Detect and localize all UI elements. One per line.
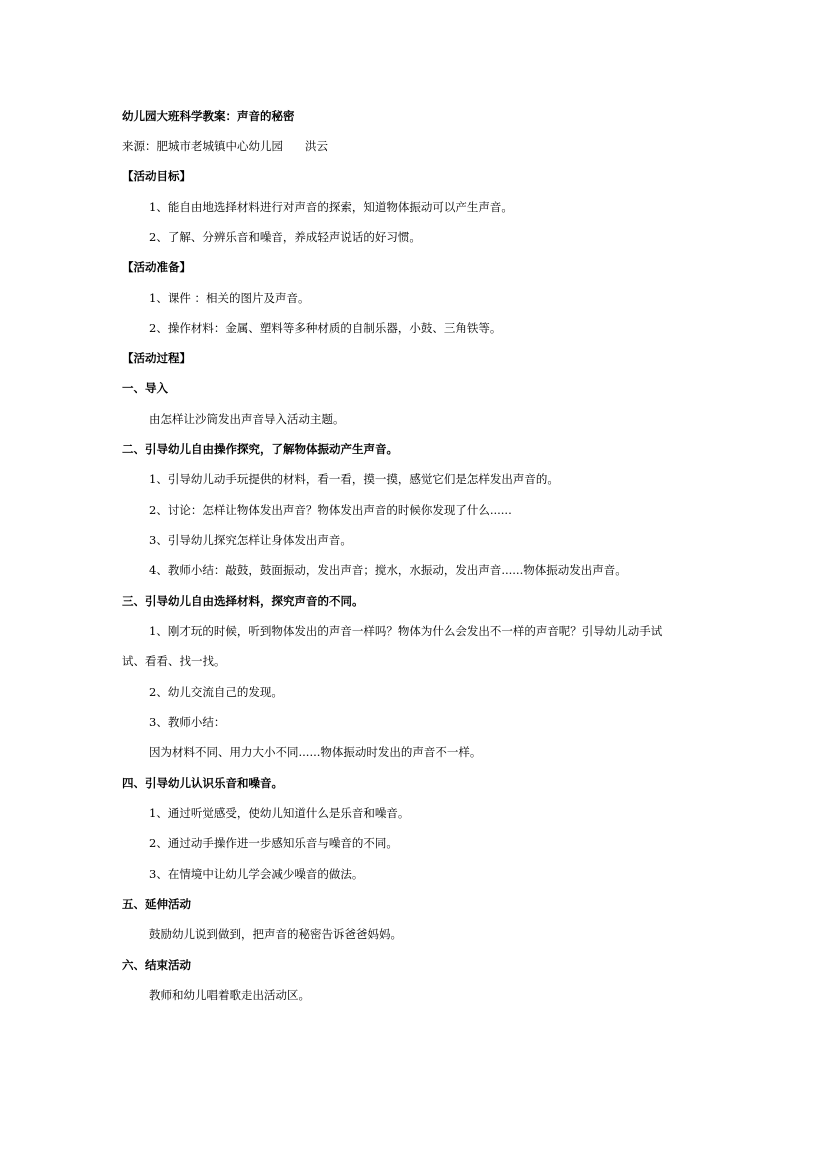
step-heading-3: 三、引导幼儿自由选择材料，探究声音的不同。: [122, 594, 364, 608]
section-heading-process: 【活动过程】: [122, 351, 191, 365]
step-item: 由怎样让沙筒发出声音导入活动主题。: [149, 412, 345, 426]
step-item: 2、讨论：怎样让物体发出声音？物体发出声音的时候你发现了什么......: [149, 503, 512, 517]
step-heading-6: 六、结束活动: [122, 958, 191, 972]
step-heading-2: 二、引导幼儿自由操作探究，了解物体振动产生声音。: [122, 442, 398, 456]
goal-item: 1、能自由地选择材料进行对声音的探索，知道物体振动可以产生声音。: [149, 200, 513, 214]
step-item: 3、在情境中让幼儿学会减少噪音的做法。: [149, 867, 364, 881]
step-heading-4: 四、引导幼儿认识乐音和噪音。: [122, 776, 283, 790]
step-item: 2、通过动手操作进一步感知乐音与噪音的不同。: [149, 836, 398, 850]
goal-item: 2、了解、分辨乐音和噪音，养成轻声说话的好习惯。: [149, 230, 421, 244]
step-item: 因为材料不同、用力大小不同......物体振动时发出的声音不一样。: [149, 745, 482, 759]
document-title: 幼儿园大班科学教案：声音的秘密: [122, 109, 295, 123]
source-line: [122, 138, 328, 154]
step-item: 4、教师小结：敲鼓，鼓面振动，发出声音；搅水，水振动，发出声音......物体振动发出声音。: [149, 563, 627, 577]
prep-item: 1、课件 ：相关的图片及声音。: [149, 291, 310, 305]
step-item: 教师和幼儿唱着歌走出活动区。: [149, 988, 310, 1002]
step-item: 鼓励幼儿说到做到，把声音的秘密告诉爸爸妈妈。: [149, 927, 402, 941]
step-item: 1、刚才玩的时候，听到物体发出的声音一样吗？物体为什么会发出不一样的声音呢？引导幼儿动手试: [149, 624, 663, 638]
step-item: 3、教师小结：: [149, 715, 226, 729]
source-prefix: 来源：肥城市老城镇中心幼儿园: [122, 139, 283, 153]
section-heading-prep: 【活动准备】: [122, 260, 191, 274]
step-heading-1: 一、导入: [122, 381, 168, 395]
step-item: 1、引导幼儿动手玩提供的材料，看一看，摸一摸，感觉它们是怎样发出声音的。: [149, 472, 559, 486]
step-item: 3、引导幼儿探究怎样让身体发出声音。: [149, 533, 352, 547]
source-author: 洪云: [305, 139, 328, 153]
step-item: 1、通过听觉感受，使幼儿知道什么是乐音和噪音。: [149, 806, 410, 820]
step-heading-5: 五、延伸活动: [122, 897, 191, 911]
step-item-continuation: 试、看看、找一找。: [122, 654, 226, 668]
section-heading-goals: 【活动目标】: [122, 169, 191, 183]
prep-item: 2、操作材料：金属、塑料等多种材质的自制乐器，小鼓、三角铁等。: [149, 321, 502, 335]
step-item: 2、幼儿交流自己的发现。: [149, 685, 283, 699]
